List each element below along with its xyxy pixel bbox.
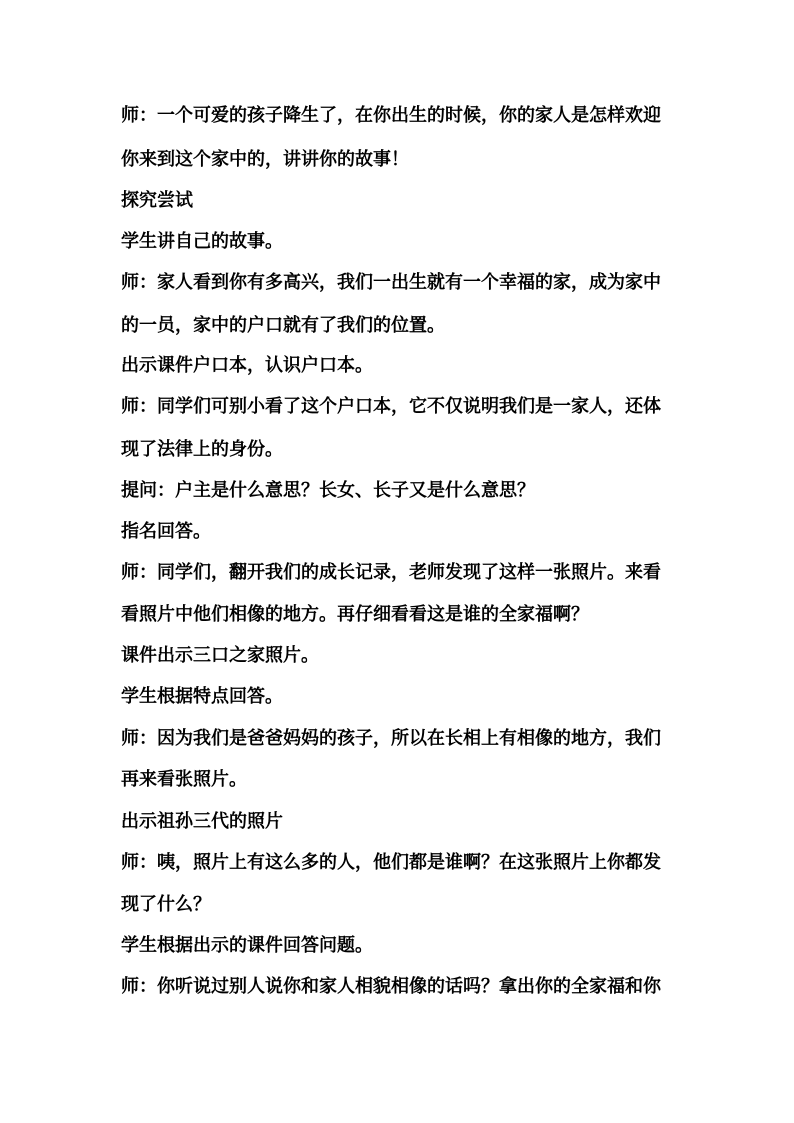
text-line: 指名回答。 (121, 521, 211, 542)
text-line: 再来看张照片。 (121, 769, 247, 790)
text-line: 出示祖孙三代的照片 (121, 811, 283, 832)
text-line: 课件出示三口之家照片。 (121, 645, 319, 666)
text-line: 学生讲自己的故事。 (121, 231, 283, 252)
text-line: 师：家人看到你有多高兴，我们一出生就有一个幸福的家，成为家中 (121, 272, 661, 293)
text-line: 提问：户主是什么意思？长女、长子又是什么意思？ (121, 480, 535, 501)
text-line: 师：你听说过别人说你和家人相貌相像的话吗？拿出你的全家福和你 (121, 976, 661, 997)
text-line: 看照片中他们相像的地方。再仔细看看这是谁的全家福啊？ (121, 604, 589, 625)
text-line: 师：一个可爱的孩子降生了，在你出生的时候，你的家人是怎样欢迎 (121, 105, 661, 126)
text-line: 的一员，家中的户口就有了我们的位置。 (121, 315, 445, 336)
text-line: 现了法律上的身份。 (121, 439, 283, 460)
text-line: 学生根据特点回答。 (121, 686, 283, 707)
text-line: 师：咦，照片上有这么多的人，他们都是谁啊？在这张照片上你都发 (121, 852, 661, 873)
text-line: 师：同学们，翻开我们的成长记录，老师发现了这样一张照片。来看 (121, 562, 661, 583)
text-line: 学生根据出示的课件回答问题。 (121, 935, 373, 956)
section-heading: 探究尝试 (121, 190, 193, 211)
text-line: 师：因为我们是爸爸妈妈的孩子，所以在长相上有相像的地方，我们 (121, 728, 661, 749)
text-line: 你来到这个家中的，讲讲你的故事！ (121, 149, 409, 170)
text-line: 师：同学们可别小看了这个户口本，它不仅说明我们是一家人，还体 (121, 396, 661, 417)
text-line: 出示课件户口本，认识户口本。 (121, 355, 373, 376)
text-line: 现了什么？ (121, 894, 211, 915)
